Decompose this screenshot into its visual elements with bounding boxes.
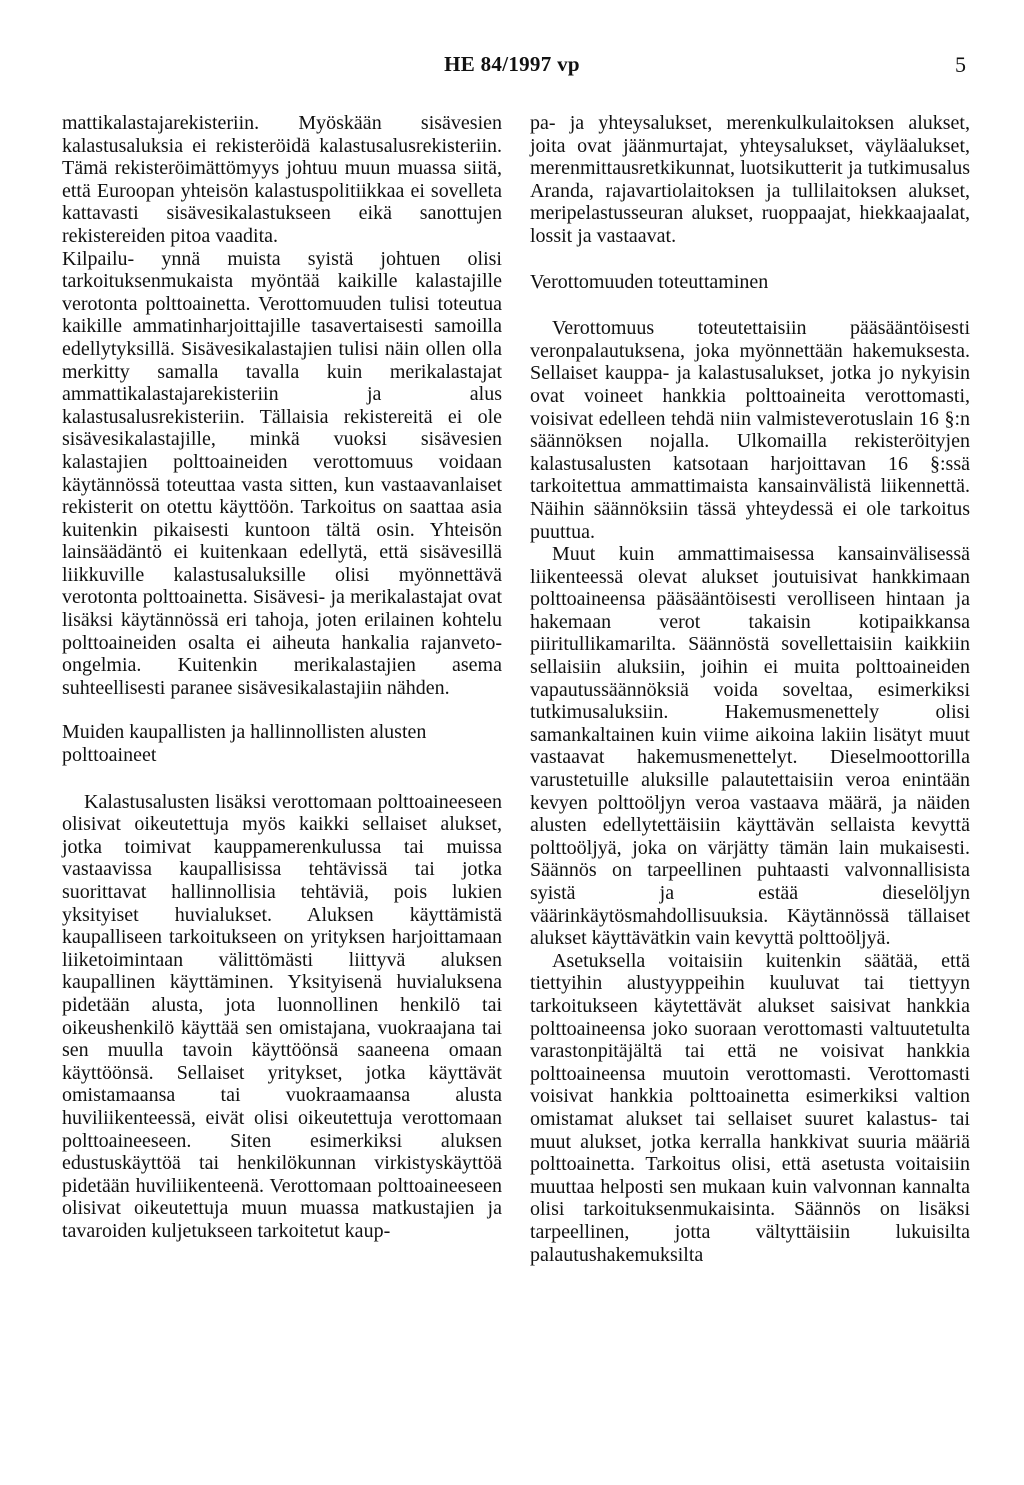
left-column: [62, 112, 502, 1243]
paragraph: Verottomuus toteutettaisiin pääsääntöisesti veronpalautuksena, joka myönnettään hakemuksesta. Sellaiset kauppa- ja kalastusalukset, jotka jo nykyisin ovat voineet hankkia polttoaineita verottomasti, voisivat edelleen tehdä niin valmisteverotuslain 16 §:n säännöksen nojalla. Ulkomailla rekisteröityjen kalastusalusten katsotaan harjoittavan 16 §:ssä tarkoitettua ammattimaista kansainvälistä liikennettä. Näihin säännöksiin tässä yhteydessä ei ole tarkoitus puuttua.: [530, 317, 970, 543]
page-header: [0, 52, 1024, 92]
paragraph: Kalastusalusten lisäksi verottomaan polttoaineeseen olisivat oikeutettuja myös kaikki sellaiset alukset, jotka toimivat kauppamerenkulussa tai muissa vastaavissa kaupallisissa tehtävissä tai jotka suorittavat hallinnollisia tehtäviä, pois lukien yksityiset huvialukset. Aluksen käyttämistä kaupalliseen tarkoitukseen on yrityksen harjoittamaan liiketoimintaan välittömästi liittyvä aluksen kaupallinen käyttäminen. Yksityisenä huvialuksena pidetään alusta, jota luonnollinen henkilö tai oikeushenkilö käyttää sen omistajana, vuokraajana tai sen muulla tavoin käyttöönsä saaneena omaan käyttöönsä. Sellaiset yritykset, jotka käyttävät omistamaansa tai vuokraamaansa alusta huviliikenteessä, eivät olisi oikeutettuja verottomaan polttoaineeseen. Siten esimerkiksi aluksen edustuskäyttöä tai henkilökunnan virkistyskäyttöä pidetään huviliikenteenä. Verottomaan polttoaineeseen olisivat oikeutettuja muun muassa matkustajien ja tavaroiden kuljetukseen tarkoitetut kaup-: [62, 790, 502, 1242]
paragraph: pa- ja yhteysalukset, merenkulkulaitoksen alukset, joita ovat jäänmurtajat, yhteysalukset, väyläalukset, merenmittausretkikunnat, luotsikutterit ja tutkimusalus Aranda, rajavartiolaitoksen ja tullilaitoksen alukset, meripelastusseuran alukset, ruoppaajat, hiekkaajaalat, lossit ja vastaavat.: [530, 112, 970, 247]
section-heading: Muiden kaupallisten ja hallinnollisten alusten polttoaineet: [62, 721, 427, 767]
paragraph: Asetuksella voitaisiin kuitenkin säätää, että tiettyihin alustyyppeihin kuuluvat tai tiettyyn tarkoitukseen käytettävät alukset saisivat hankkia polttoaineensa joko suoraan verottomasti valtuutetulta varastonpitäjältä tai että ne voisivat hankkia polttoaineensa muutoin verottomasti. Verottomasti voisivat hankkia polttoainetta esimerkiksi valtion omistamat alukset tai sellaiset suuret kalastus- tai muut alukset, jotka kerralla hankkivat suuria määriä polttoainetta. Tarkoitus olisi, että asetusta voitaisiin muuttaa helposti sen mukaan kuin valvonnan kannalta olisi tarkoituksenmukaisinta. Säännös on lisäksi tarpeellinen, jotta vältyttäisiin lukuisilta palautushakemuksilta: [530, 949, 970, 1266]
paragraph: Kilpailu- ynnä muista syistä johtuen olisi tarkoituksenmukaista myöntää kaikille kalastajille verotonta polttoainetta. Verottomuuden tulisi toteutua kaikille ammatinharjoittajille tasavertaisesti samoilla edellytyksillä. Sisävesikalastajien tulisi näin ollen olla merkitty samalla tavalla kuin merikalastajat ammattikalastajarekisteriin ja alus kalastusalusrekisteriin. Tällaisia rekistereitä ei ole sisävesikalastajille, minkä vuoksi sisävesien kalastajien polttoaineiden verottomuus voidaan käytännössä toteuttaa vasta sitten, kun vastaavanlaiset rekisterit on otettu käyttöön. Tarkoitus on saattaa asia kuitenkin pikaisesti kuntoon tältä osin. Yhteisön lainsäädäntö ei kuitenkaan edellytä, että sisävesillä liikkuville kalastusaluksille olisi myönnettävä verotonta polttoainetta. Sisävesi- ja merikalastajat ovat lisäksi käytännössä eri tahoja, joten erilainen kohtelu polttoaineiden osalta ei aiheuta hankalia rajanveto-ongelmia. Kuitenkin merikalastajien asema suhteellisesti paranee sisävesikalastajiin nähden.: [62, 247, 502, 699]
section-heading: Verottomuuden toteuttaminen: [530, 270, 769, 293]
right-column: [530, 112, 970, 1266]
paragraph: Muut kuin ammattimaisessa kansainvälisessä liikenteessä olevat alukset joutuisivat hankkimaan polttoaineensa pääsääntöisesti verolliseen hintaan ja hakemaan verot takaisin kotipaikkansa piiritullikamarilta. Säännöstä sovellettaisiin kaikkiin sellaisiin aluksiin, joihin ei muita polttoaineiden vapautussäännöksiä voida soveltaa, esimerkiksi tutkimusaluksiin. Hakemusmenettely olisi samankaltainen kuin viime aikoina lakiin lisätyt muut vastaavat hakemusmenettelyt. Dieselmoottorilla varustetuille aluksille palautettaisiin veroa enintään kevyen polttoöljyn veroa vastaava määrä, ja näiden alusten edellytettäisiin käyttävän sellaista kevyttä polttoöljyä, joka on värjätty tämän lain mukaisesti. Säännös on tarpeellinen puhtaasti valvonnallisista syistä ja estää dieselöljyn väärinkäytösmahdollisuuksia. Käytännössä tällaiset alukset käyttävätkin vain kevyttä polttoöljyä.: [530, 543, 970, 950]
document-reference: HE 84/1997 vp: [444, 52, 580, 76]
paragraph: mattikalastajarekisteriin. Myöskään sisävesien kalastusaluksia ei rekisteröidä kalastusalusrekisteriin. Tämä rekisteröimättömyys johtuu muun muassa siitä, että Euroopan yhteisön kalastuspolitiikkaa ei sovelleta kattavasti sisävesikalastukseen eikä sanottujen rekistereiden pitoa vaadita.: [62, 112, 502, 247]
page-number: 5: [955, 52, 966, 77]
